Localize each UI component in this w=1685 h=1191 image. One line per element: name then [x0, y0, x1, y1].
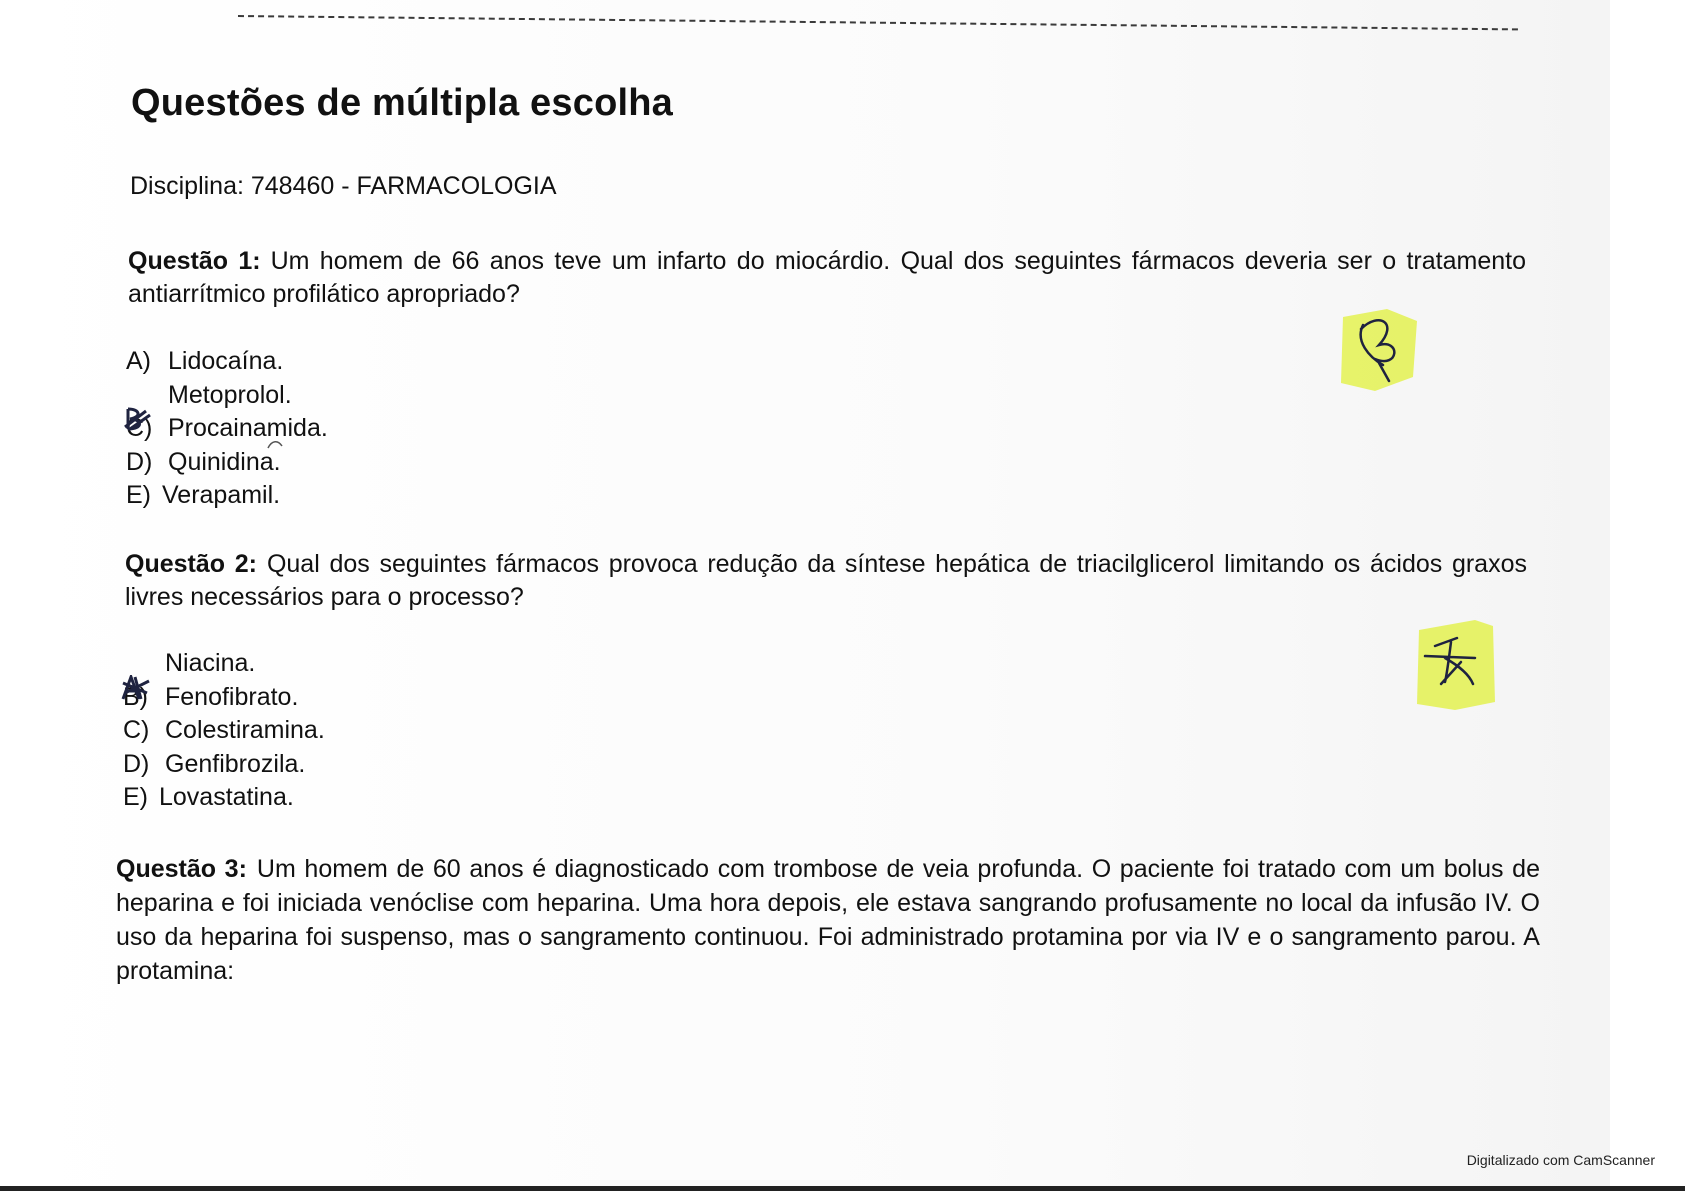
option-text: Lovastatina. — [159, 783, 294, 811]
option-text: Lidocaína. — [168, 347, 284, 375]
option-2d — [123, 748, 325, 782]
scanner-watermark: Digitalizado com CamScanner — [1466, 1152, 1655, 1168]
option-text: Niacina. — [165, 649, 256, 677]
option-text: Procainamida. — [168, 414, 328, 442]
option-text: Colestiramina. — [165, 716, 325, 744]
option-letter: C) — [126, 414, 153, 442]
question-3 — [116, 852, 1540, 988]
option-1b — [126, 379, 328, 413]
option-letter: C) — [123, 716, 150, 744]
page-title: Questões de múltipla escolha — [131, 82, 673, 124]
question-2 — [125, 548, 1527, 614]
question-3-label: Questão 3: — [116, 855, 247, 883]
option-1a — [126, 345, 328, 379]
subject-line: Disciplina: 748460 - FARMACOLOGIA — [130, 172, 557, 200]
option-letter: A) — [126, 347, 151, 375]
question-1-options — [126, 345, 328, 513]
option-text: Metoprolol. — [168, 380, 292, 409]
option-text: Quinidina. — [168, 447, 281, 476]
question-1-label: Questão 1: — [128, 247, 261, 275]
bottom-edge-bar — [0, 1186, 1685, 1191]
option-1e — [126, 479, 328, 513]
option-2e — [123, 781, 325, 815]
option-letter: B) — [123, 682, 148, 711]
question-2-label: Questão 2: — [125, 550, 257, 578]
option-text: Verapamil. — [162, 481, 281, 509]
question-3-text: Um homem de 60 anos é diagnosticado com trombose de veia profunda. O paciente foi tratado com um bolus de heparina e foi iniciada venóclise com heparina. Uma hora depois, ele estava sangrando profusamente no local da infusão IV. O uso da heparina foi suspenso, mas o sangramento continuou. Foi administrado protamina por via IV e o sangramento parou. A protamina: — [116, 855, 1540, 985]
handwritten-caret-mark — [266, 438, 286, 452]
option-text: Genfibrozila. — [165, 749, 306, 778]
option-text: Fenofibrato. — [165, 682, 299, 711]
option-1d — [126, 446, 328, 480]
option-letter: E) — [123, 783, 148, 811]
question-1-text: Um homem de 66 anos teve um infarto do miocárdio. Qual dos seguintes fármacos deveria ser o tratamento antiarrítmico profilático apropriado? — [128, 247, 1526, 308]
option-letter: D) — [126, 447, 153, 476]
option-2a — [123, 647, 325, 681]
option-1c — [126, 412, 328, 446]
question-2-text: Qual dos seguintes fármacos provoca redução da síntese hepática de triacilglicerol limitando os ácidos graxos livres necessários para o processo? — [125, 550, 1527, 611]
dashed-cut-line — [238, 15, 1518, 30]
page-margin — [1610, 0, 1685, 1191]
option-letter: E) — [126, 481, 151, 509]
highlighted-answer-b — [1335, 305, 1425, 395]
option-2c — [123, 714, 325, 748]
question-2-options — [123, 647, 325, 815]
highlighted-answer-a — [1415, 618, 1497, 714]
option-2b — [123, 681, 325, 715]
option-letter: D) — [123, 749, 150, 778]
question-1 — [128, 245, 1526, 311]
